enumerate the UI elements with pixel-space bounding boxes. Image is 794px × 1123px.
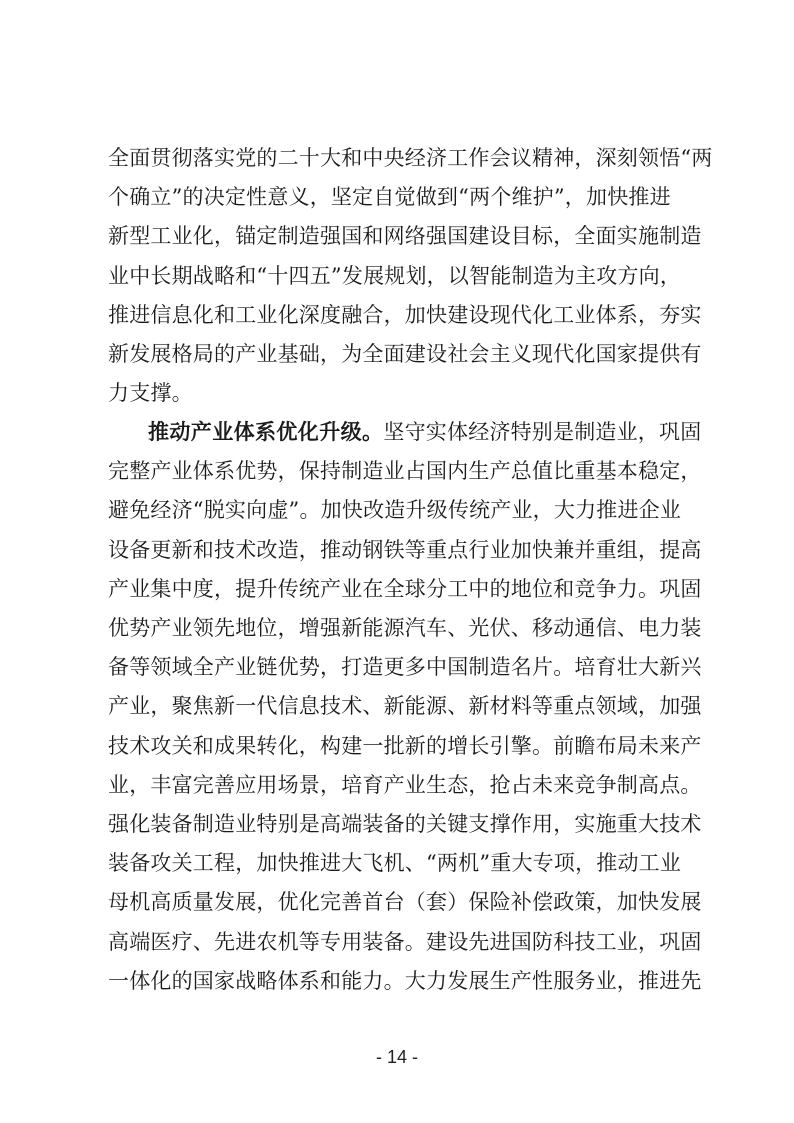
paragraph2-line-5: 产业集中度，提升传统产业在全球分工中的地位和竞争力。巩固 <box>108 577 702 601</box>
paragraph2-first-line <box>148 420 701 444</box>
paragraph2-line-12: 装备攻关工程，加快推进大飞机、“两机”重大专项，推动工业 <box>108 851 682 875</box>
page-number: - 14 - <box>375 1047 418 1067</box>
paragraph2-line-6: 优势产业领先地位，增强新能源汽车、光伏、移动通信、电力装 <box>108 616 702 640</box>
paragraph1-line-5: 推进信息化和工业化深度融合，加快建设现代化工业体系，夯实 <box>108 303 702 327</box>
paragraph1-line-2: 个确立”的决定性意义，坚定自觉做到“两个维护”，加快推进 <box>108 185 671 209</box>
paragraph1-line-7: 力支撑。 <box>108 381 193 405</box>
paragraph2-line-15: 一体化的国家战略体系和能力。大力发展生产性服务业，推进先 <box>108 969 702 993</box>
paragraph2-line-8: 产业，聚焦新一代信息技术、新能源、新材料等重点领域，加强 <box>108 694 702 718</box>
paragraph2-line-2: 完整产业体系优势，保持制造业占国内生产总值比重基本稳定， <box>108 459 702 483</box>
paragraph1-line-6: 新发展格局的产业基础，为全面建设社会主义现代化国家提供有 <box>108 342 702 366</box>
paragraph2-line-3: 避免经济“脱实向虚”。加快改造升级传统产业，大力推进企业 <box>108 498 682 522</box>
paragraph2-line-13: 母机高质量发展，优化完善首台（套）保险补偿政策，加快发展 <box>108 890 702 914</box>
paragraph2-line-4: 设备更新和技术改造，推动钢铁等重点行业加快兼并重组，提高 <box>108 538 702 562</box>
paragraph2-line-11: 强化装备制造业特别是高端装备的关键支撑作用，实施重大技术 <box>108 812 702 836</box>
paragraph2-line-10: 业，丰富完善应用场景，培育产业生态，抢占未来竞争制高点。 <box>108 773 702 797</box>
paragraph1-line-3: 新型工业化，锚定制造强国和网络强国建设目标，全面实施制造 <box>108 224 702 248</box>
paragraph2-line-14: 高端医疗、先进农机等专用装备。建设先进国防科技工业，巩固 <box>108 930 702 954</box>
paragraph1-line-1: 全面贯彻落实党的二十大和中央经济工作会议精神，深刻领悟“两 <box>108 146 713 170</box>
paragraph2-first-line-rest: 坚守实体经济特别是制造业，巩固 <box>383 420 702 444</box>
paragraph2-heading: 推动产业体系优化升级。 <box>148 420 384 444</box>
paragraph1-line-4: 业中长期战略和“十四五”发展规划，以智能制造为主攻方向， <box>108 264 682 288</box>
paragraph2-line-9: 技术攻关和成果转化，构建一批新的增长引擎。前瞻布局未来产 <box>108 734 702 758</box>
paragraph2-line-7: 备等领域全产业链优势，打造更多中国制造名片。培育壮大新兴 <box>108 655 702 679</box>
